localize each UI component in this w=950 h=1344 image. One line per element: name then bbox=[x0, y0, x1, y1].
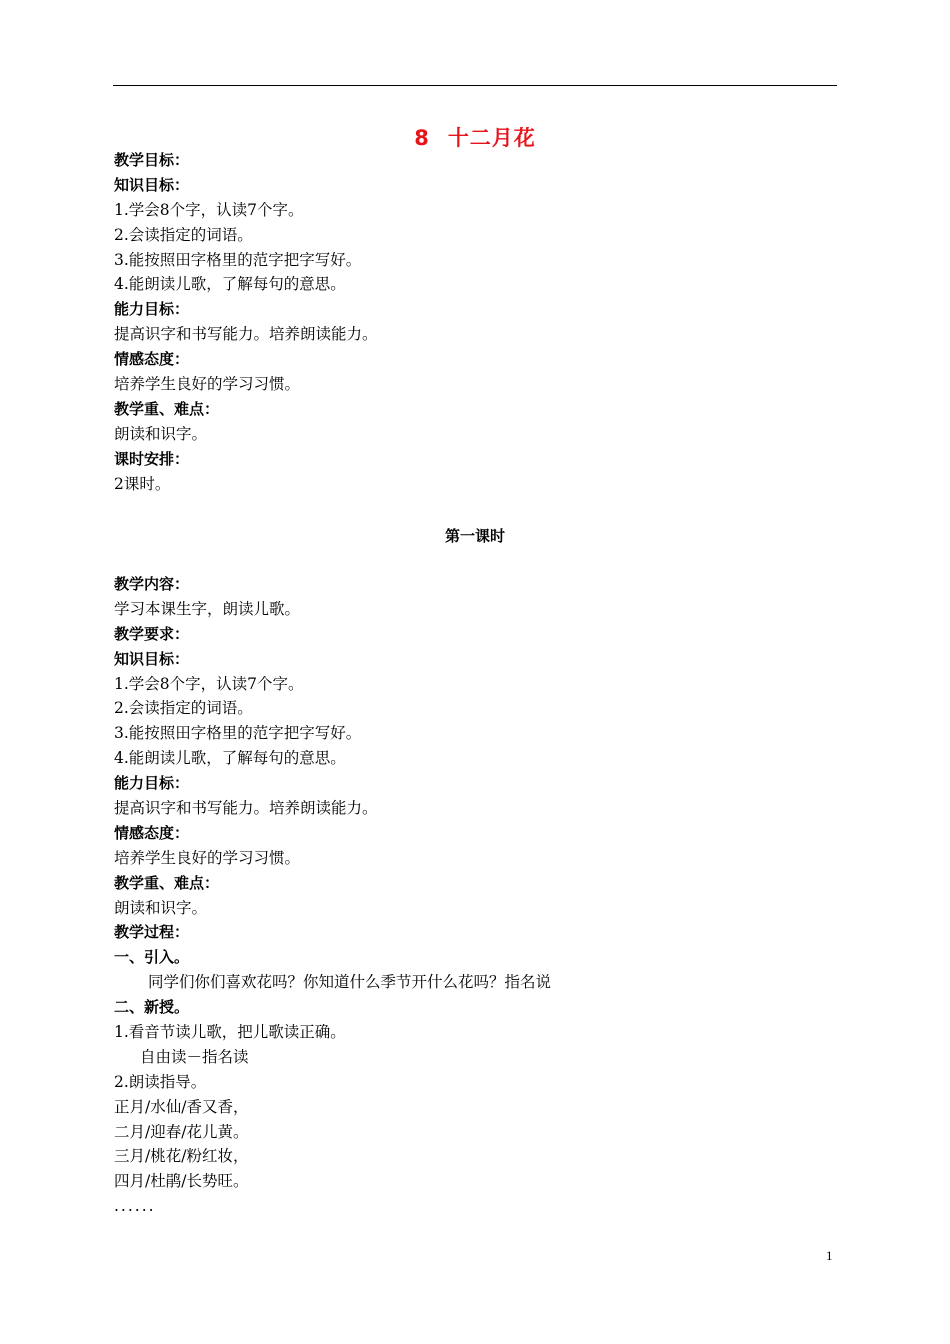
lesson-line: 二月/迎春/花儿黄。 bbox=[114, 1122, 249, 1141]
lesson-line: 1.看音节读儿歌，把儿歌读正确。 bbox=[114, 1023, 346, 1042]
overview-line: 4.能朗读儿歌，了解每句的意思。 bbox=[114, 275, 346, 294]
lesson-line: ...... bbox=[114, 1197, 156, 1216]
lesson-line: 培养学生良好的学习习惯。 bbox=[114, 848, 301, 867]
page-number: 1 bbox=[826, 1248, 833, 1263]
lesson-number: 8 bbox=[414, 126, 430, 150]
header-rule bbox=[113, 85, 837, 86]
lesson-line: 2.会读指定的词语。 bbox=[114, 699, 253, 718]
lesson-heading: 教学内容： bbox=[114, 575, 190, 593]
lesson-line: 3.能按照田字格里的范字把字写好。 bbox=[114, 724, 362, 743]
lesson-heading: 知识目标： bbox=[114, 649, 190, 668]
overview-line: 提高识字和书写能力。培养朗读能力。 bbox=[114, 325, 378, 344]
lesson-line: 学习本课生字，朗读儿歌。 bbox=[114, 599, 301, 618]
overview-section bbox=[114, 148, 834, 496]
lesson-heading: 教学要求： bbox=[114, 624, 190, 643]
overview-heading: 知识目标： bbox=[114, 175, 190, 194]
overview-line: 3.能按照田字格里的范字把字写好。 bbox=[114, 250, 362, 269]
lesson-heading: 二、新授。 bbox=[114, 998, 190, 1017]
overview-heading: 教学目标： bbox=[114, 151, 190, 169]
lesson-line: 1.学会8个字，认读7个字。 bbox=[114, 674, 304, 693]
lesson-section bbox=[114, 572, 834, 1219]
overview-heading: 教学重、难点： bbox=[114, 399, 220, 418]
overview-heading: 课时安排： bbox=[114, 449, 190, 468]
lesson-heading: 能力目标： bbox=[114, 774, 190, 793]
lesson-heading: 教学重、难点： bbox=[114, 873, 220, 892]
lesson-line: 自由读－指名读 bbox=[140, 1047, 249, 1066]
section-title: 第一课时 bbox=[444, 527, 505, 545]
lesson-line: 4.能朗读儿歌，了解每句的意思。 bbox=[114, 749, 346, 768]
lesson-line: 提高识字和书写能力。培养朗读能力。 bbox=[114, 799, 378, 818]
lesson-heading: 教学过程： bbox=[114, 923, 190, 942]
lesson-line: 正月/水仙/香又香， bbox=[114, 1097, 249, 1116]
overview-line: 培养学生良好的学习习惯。 bbox=[114, 375, 301, 394]
lesson-heading: 情感态度： bbox=[114, 823, 190, 842]
overview-heading: 能力目标： bbox=[114, 300, 190, 319]
lesson-line: 同学们你们喜欢花吗？你知道什么季节开什么花吗？指名说 bbox=[148, 973, 552, 992]
overview-line: 2课时。 bbox=[114, 474, 171, 493]
lesson-line: 朗读和识字。 bbox=[114, 898, 208, 917]
lesson-heading: 一、引入。 bbox=[114, 948, 190, 967]
lesson-title: 十二月花 bbox=[447, 126, 536, 150]
overview-heading: 情感态度： bbox=[114, 350, 190, 369]
overview-line: 朗读和识字。 bbox=[114, 424, 208, 443]
overview-line: 2.会读指定的词语。 bbox=[114, 225, 253, 244]
lesson-line: 四月/杜鹃/长势旺。 bbox=[114, 1172, 249, 1191]
overview-line: 1.学会8个字，认读7个字。 bbox=[114, 200, 304, 219]
lesson-line: 2.朗读指导。 bbox=[114, 1072, 207, 1091]
lesson-line: 三月/桃花/粉红妆， bbox=[114, 1147, 249, 1166]
